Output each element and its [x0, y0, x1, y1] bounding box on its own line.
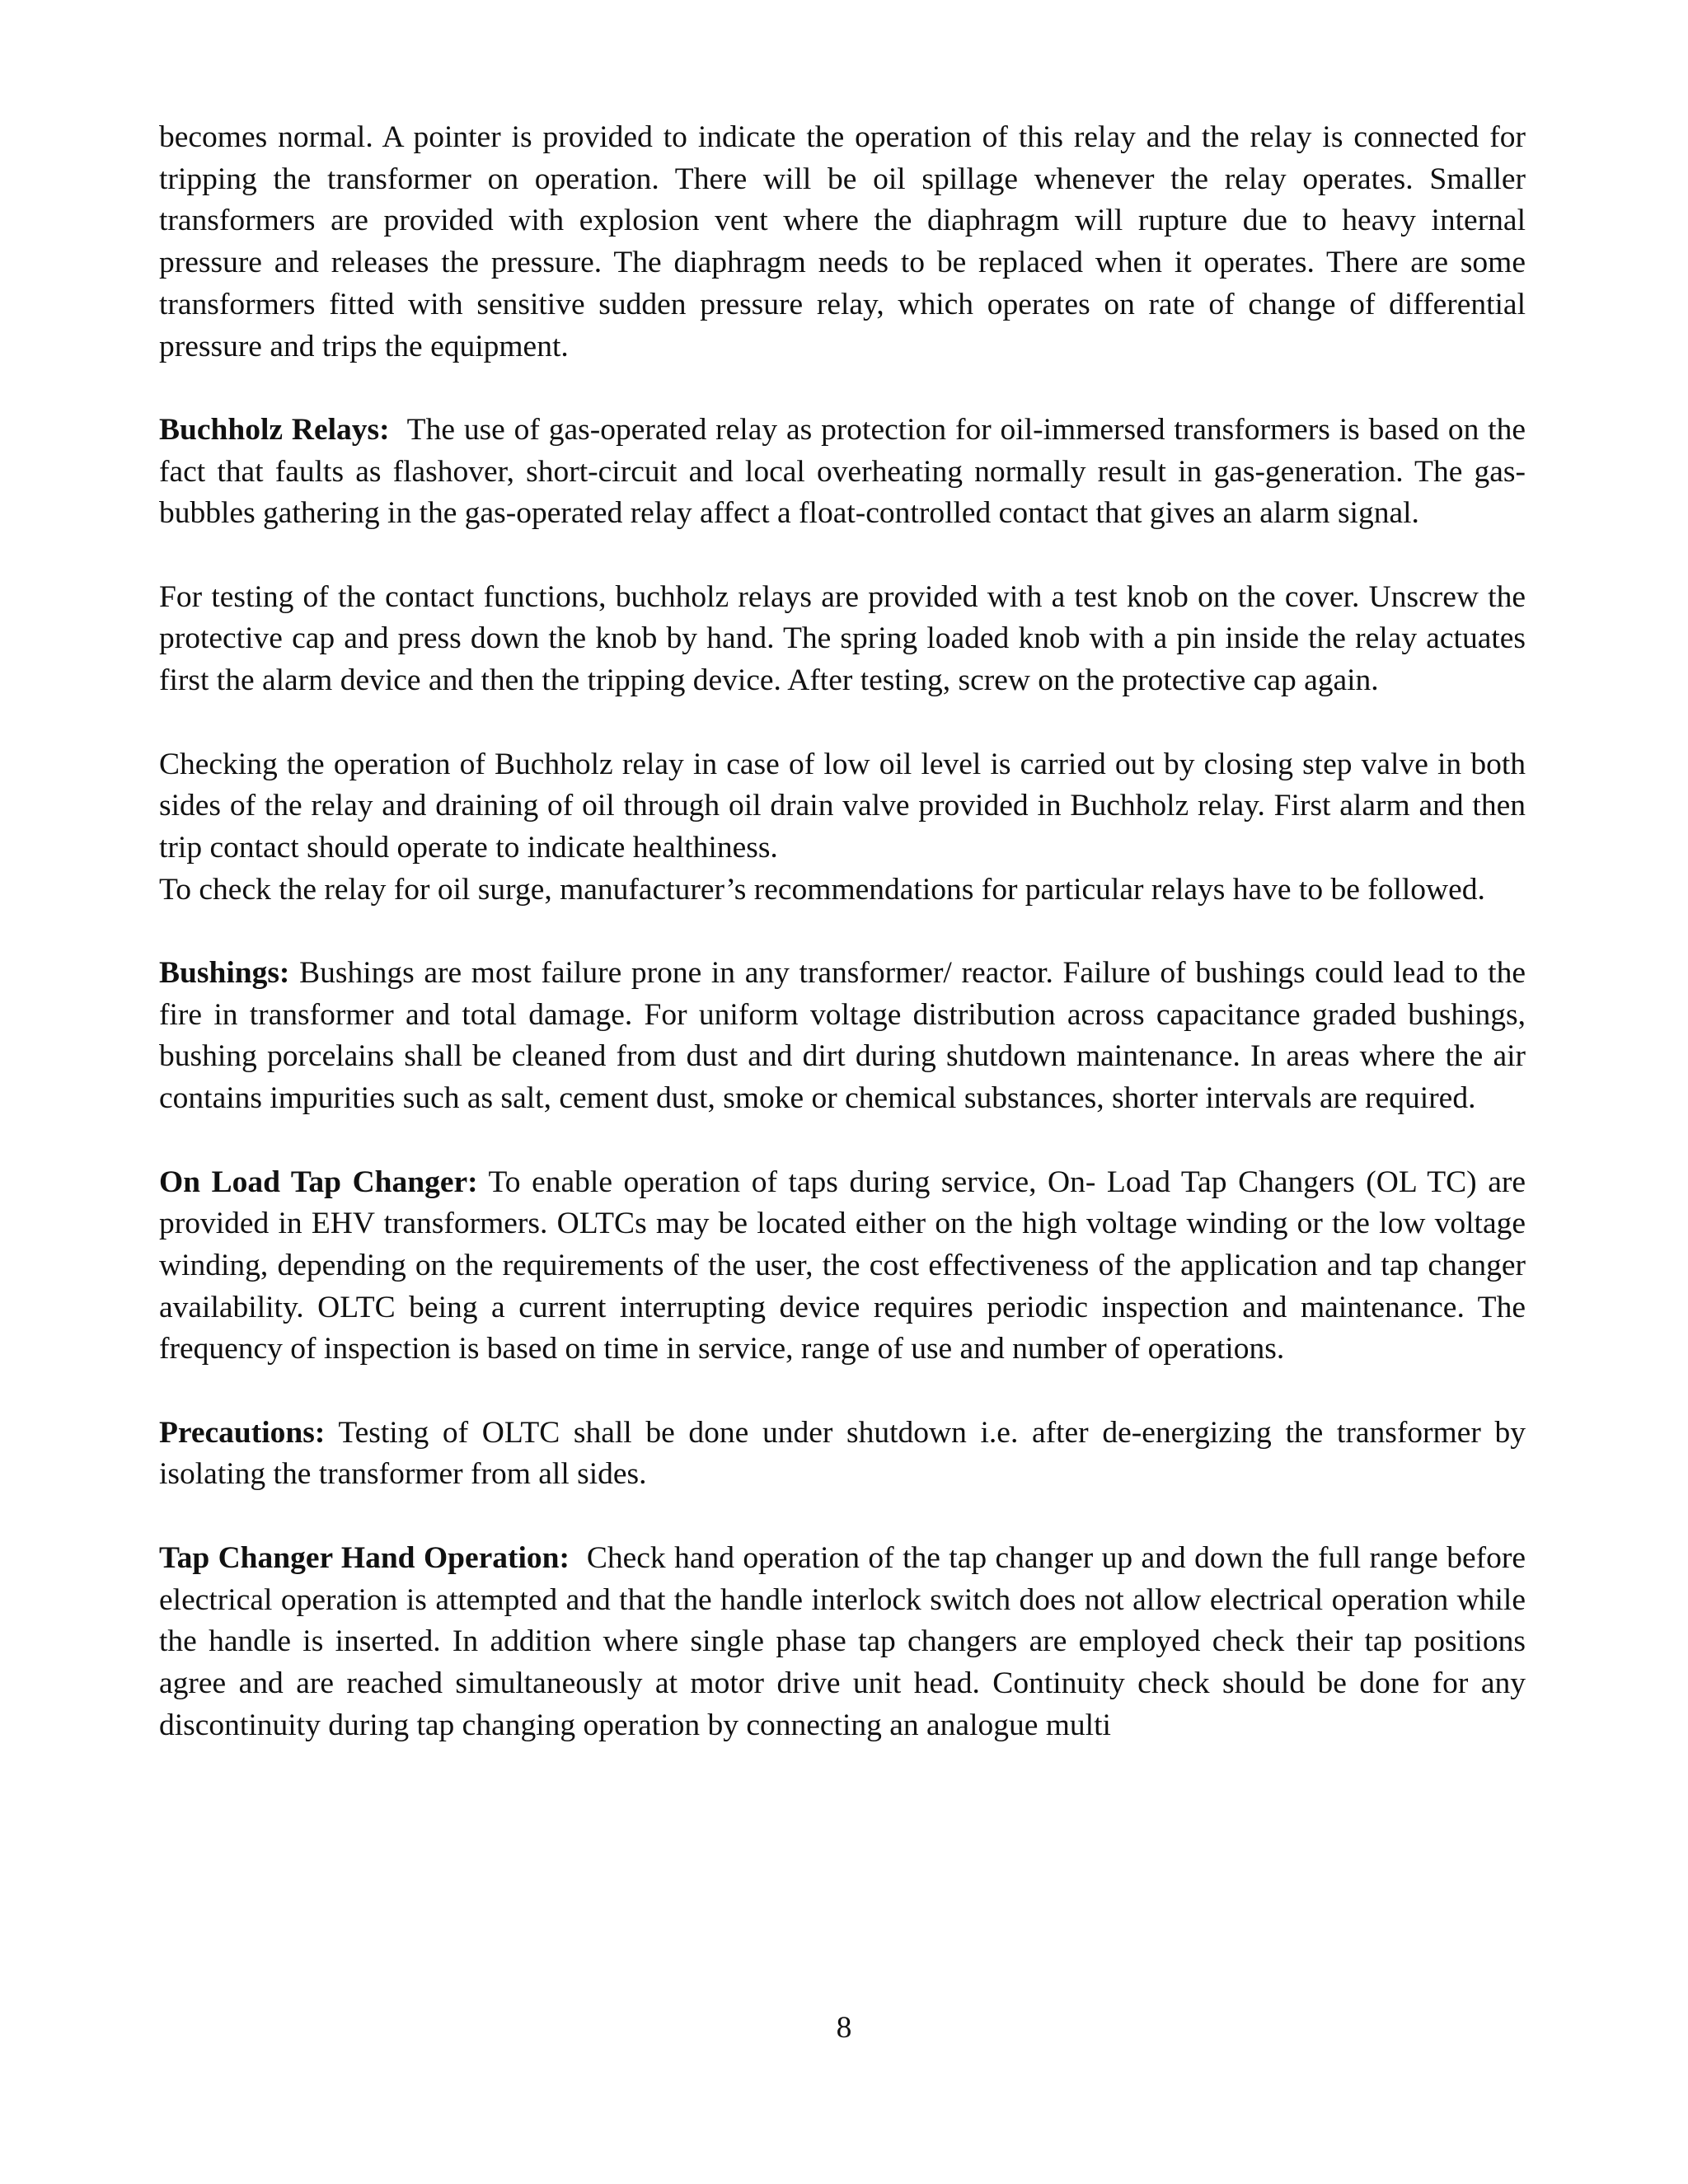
paragraph-text: Checking the operation of Buchholz relay in case of low oil level is carried out by closing step valve in both sides of the relay and draining of oil through oil drain valve provided in Buchholz relay. First alarm and then trip contact should operate to indicate healthiness.	[159, 747, 1526, 865]
paragraph-text: Bushings are most failure prone in any transformer/ reactor. Failure of bushings could lead to the fire in transformer and total damage. For uniform voltage distribution across capacitance graded bushings, bushing porcelains shall be cleaned from dust and dirt during shutdown maintenance. In areas where the air contains impurities such as salt, cement dust, smoke or chemical substances, shorter intervals are required.	[159, 956, 1534, 1116]
paragraph-relay-operation	[159, 117, 1526, 368]
section-heading-bushings: Bushings:	[159, 956, 290, 990]
paragraph-testing-contact-functions	[159, 577, 1526, 702]
paragraph-buchholz-relays	[159, 410, 1534, 535]
document-body	[159, 117, 1534, 1788]
page-number: 8	[836, 2011, 852, 2045]
paragraph-text: To enable operation of taps during service, On- Load Tap Changers (OL TC) are provided in EHV transformers. OLTCs may be located either on the high voltage winding or the low voltage winding, depending on the requirements of the user, the cost effectiveness of the application and tap changer availability. OLTC being a current interrupting device requires periodic inspection and maintenance. The frequency of inspection is based on time in service, range of use and number of operations.	[159, 1165, 1534, 1366]
section-heading-precautions: Precautions:	[159, 1415, 326, 1450]
paragraph-low-oil-level-check	[159, 744, 1526, 869]
paragraph-text: For testing of the contact functions, buchholz relays are provided with a test knob on the cover. Unscrew the protective cap and press down the knob by hand. The spring loaded knob with a pin inside the relay actuates first the alarm device and then the tripping device. After testing, screw on the protective cap again.	[159, 579, 1526, 698]
paragraph-text: becomes normal. A pointer is provided to indicate the operation of this relay and the relay is connected for tripping the transformer on operation. There will be oil spillage whenever the relay operates. Smaller transformers are provided with explosion vent where the diaphragm will rupture due to heavy internal pressure and releases the pressure. The diaphragm needs to be replaced when it operates. There are some transformers fitted with sensitive sudden pressure relay, which operates on rate of change of differential pressure and trips the equipment.	[159, 120, 1526, 363]
section-heading-tap-changer-hand-operation: Tap Changer Hand Operation:	[159, 1540, 570, 1575]
paragraph-bushings	[159, 953, 1534, 1120]
paragraph-oil-surge-check	[159, 869, 1526, 912]
paragraph-text: Check hand operation of the tap changer up and down the full range before electrical operation is attempted and that the handle interlock switch does not allow electrical operation while the handle is inserted. In addition where single phase tap changers are employed check their tap positions agree and are reached simultaneously at motor drive unit head. Continuity check should be done for any discontinuity during tap changing operation by connecting an analogue multi	[159, 1540, 1534, 1742]
section-heading-on-load-tap-changer: On Load Tap Changer:	[159, 1165, 478, 1199]
paragraph-on-load-tap-changer	[159, 1162, 1534, 1371]
paragraph-text: To check the relay for oil surge, manufacturer’s recommendations for particular relays have to be followed.	[159, 872, 1485, 907]
section-heading-buchholz-relays: Buchholz Relays:	[159, 412, 390, 447]
paragraph-tap-changer-hand-operation	[159, 1538, 1534, 1747]
paragraph-text: Testing of OLTC shall be done under shutdown i.e. after de-energizing the transformer by isolating the transformer from all sides.	[159, 1415, 1534, 1492]
paragraph-precautions	[159, 1413, 1534, 1496]
paragraph-text: The use of gas-operated relay as protection for oil-immersed transformers is based on the fact that faults as flashover, short-circuit and local overheating normally result in gas-generation. The gas-bubbles gathering in the gas-operated relay affect a float-controlled contact that gives an alarm signal.	[159, 412, 1534, 531]
